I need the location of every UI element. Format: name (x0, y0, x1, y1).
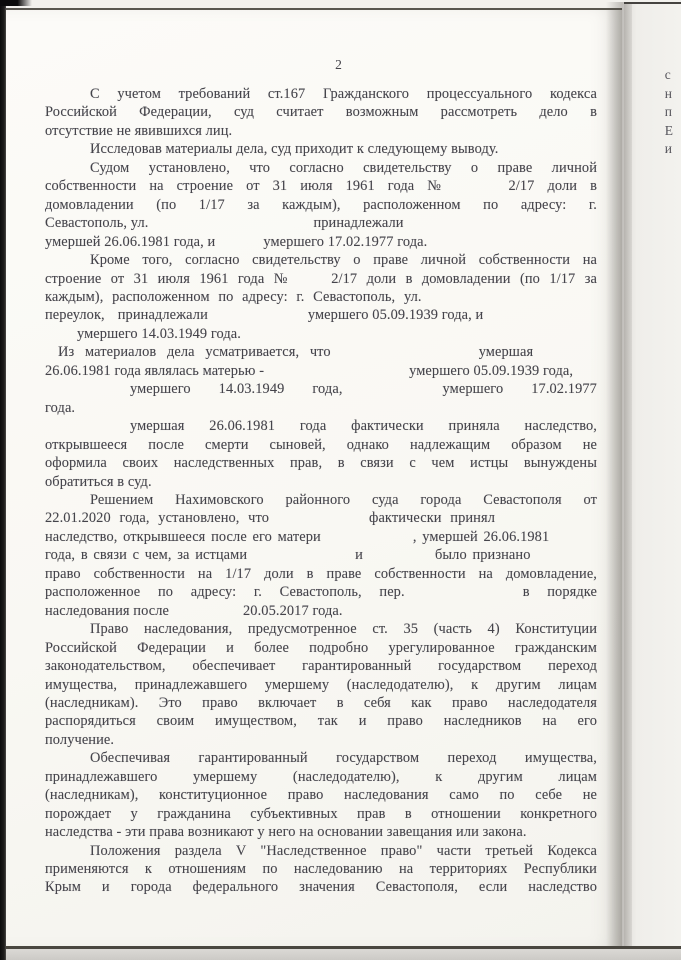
redaction-gap (343, 392, 443, 393)
redaction-gap (264, 374, 409, 375)
text-line: получение. (45, 731, 115, 748)
document-page (6, 8, 622, 948)
redaction-gap (45, 854, 90, 855)
text-line: обратиться в суд. (45, 473, 152, 490)
redaction-gap (215, 245, 263, 246)
edge-text-fragment: и (664, 141, 672, 157)
redaction-gap (45, 152, 90, 153)
text-line: наследство, открывшееся после его матери , умершей 26.06.1981 (45, 528, 550, 545)
redaction-gap (247, 558, 355, 559)
redaction-gap (331, 355, 479, 356)
text-line: Российской Федерации, суд считает возможным рассмотреть дело в (45, 104, 597, 121)
redaction-gap (45, 97, 90, 98)
redaction-gap (148, 226, 313, 227)
text-line: наследования после 20.05.2017 года. (45, 602, 343, 619)
text-line: Положения раздела V "Наследственное право" части третьей Кодекса (45, 842, 597, 860)
text-line: имущества, принадлежавшего умершему (наследодателю), к другим лицам (45, 676, 597, 693)
redaction-gap (450, 189, 508, 190)
text-line: отсутствие не явившихся лиц. (45, 122, 233, 139)
text-line: собственности на строение от 31 июля 1961 года № 2/17 доли в (45, 178, 597, 195)
text-line: открывшееся после смерти сыновей, однако надлежащим образом не (45, 436, 597, 453)
edge-text-fragment: Е (664, 122, 673, 138)
text-line: года, в связи с чем, за истцами и было признано (45, 547, 531, 564)
redaction-gap (105, 318, 118, 319)
text-line: Российской Федерации и более подробно урегулированное гражданским (45, 639, 597, 656)
text-line: законодательством, обеспечивает гарантированный государством переход (45, 658, 597, 675)
text-line: Исследовав материалы дела, суд приходит к следующему выводу. (45, 140, 597, 158)
redaction-gap (45, 632, 90, 633)
scan-left-edge (0, 0, 6, 960)
text-line: С учетом требований ст.167 Гражданского процессуального кодекса (45, 85, 597, 103)
text-line: Обеспечивая гарантированный государством переход имущества, (45, 749, 597, 767)
text-line: Решением Нахимовского районного суда города Севастополя от (45, 491, 597, 509)
text-line: 26.06.1981 года являлась матерью - умершего 05.09.1939 года, (45, 362, 574, 379)
text-line: умершей 26.06.1981 года, и умершего 17.02.1977 года. (45, 233, 428, 250)
document-body-text (45, 85, 597, 897)
scan-bottom-edge (0, 946, 681, 960)
text-line: (наследникам). Это право включает в себя как право наследодателя (45, 694, 597, 711)
redaction-gap (321, 540, 413, 541)
text-line: наследства - эти права возникают у него на основании завещания или закона. (45, 824, 527, 841)
redaction-gap (169, 614, 243, 615)
text-line: применяются к отношениям по наследованию на территориях Республики (45, 861, 597, 878)
text-line: 22.01.2020 года, установлено, что фактически принял (45, 510, 495, 527)
redaction-gap (45, 503, 90, 504)
scan-top-left-corner (0, 0, 32, 6)
text-line: каждым), расположенном по адресу: г. Севастополь, ул. (45, 288, 422, 305)
edge-text-fragment: п (664, 104, 672, 120)
text-line: умершая 26.06.1981 года фактически приняла наследство, (45, 417, 597, 435)
redaction-gap (45, 171, 90, 172)
redaction-gap (45, 761, 90, 762)
next-page-edge (624, 2, 681, 948)
page-number: 2 (335, 57, 342, 72)
redaction-gap (45, 392, 130, 393)
redaction-gap (293, 282, 331, 283)
text-line: оформила своих наследственных прав, в связи с чем истцы вынуждены (45, 455, 597, 472)
page-fold-shadow (606, 2, 632, 946)
text-line: расположенное по адресу: г. Севастополь, пер. в порядке (45, 584, 597, 601)
text-line: переулок, принадлежали умершего 05.09.1939 года, и (45, 307, 484, 324)
redaction-gap (363, 558, 435, 559)
redaction-gap (269, 521, 369, 522)
redaction-gap (45, 355, 58, 356)
redaction-gap (45, 429, 130, 430)
redaction-gap (405, 595, 523, 596)
text-line: года. (45, 399, 76, 416)
text-line: распорядиться своим имуществом, так и право наследников на его (45, 713, 597, 730)
text-line: умершего 14.03.1949 года. (45, 325, 597, 343)
redaction-gap (45, 263, 90, 264)
text-line: (наследникам), конституционное право наследования само по себе не (45, 787, 597, 804)
text-line: принадлежавшего умершему (наследодателю), к другим лицам (45, 768, 597, 785)
text-line: Из материалов дела усматривается, что умершая (45, 343, 597, 361)
text-line: Севастополь, ул. принадлежали (45, 215, 404, 232)
text-line: умершего 14.03.1949 года, умершего 17.02.1977 (45, 380, 597, 398)
text-line: Крым и города федерального значения Севастополя, если наследство (45, 879, 597, 896)
redaction-gap (45, 337, 77, 338)
redaction-gap (208, 318, 308, 319)
edge-text-fragment: н (664, 85, 672, 101)
text-line: строение от 31 июля 1961 года № 2/17 доли в домовладении (по 1/17 за (45, 270, 597, 287)
text-line: домовладении (по 1/17 за каждым), расположенном по адресу: г. (45, 196, 597, 213)
edge-text-fragment: с (664, 67, 671, 82)
text-line: право собственности на 1/17 доли в праве собственности на домовладение, (45, 565, 597, 582)
text-line: порождает у гражданина субъективных прав в отношении конкретного (45, 805, 597, 822)
text-line: Кроме того, согласно свидетельству о праве личной собственности на (45, 251, 597, 269)
text-line: Судом установлено, что согласно свидетельству о праве личной (45, 159, 597, 177)
next-page-edge-text (665, 66, 673, 159)
text-line: Право наследования, предусмотренное ст. 35 (часть 4) Конституции (45, 620, 597, 638)
